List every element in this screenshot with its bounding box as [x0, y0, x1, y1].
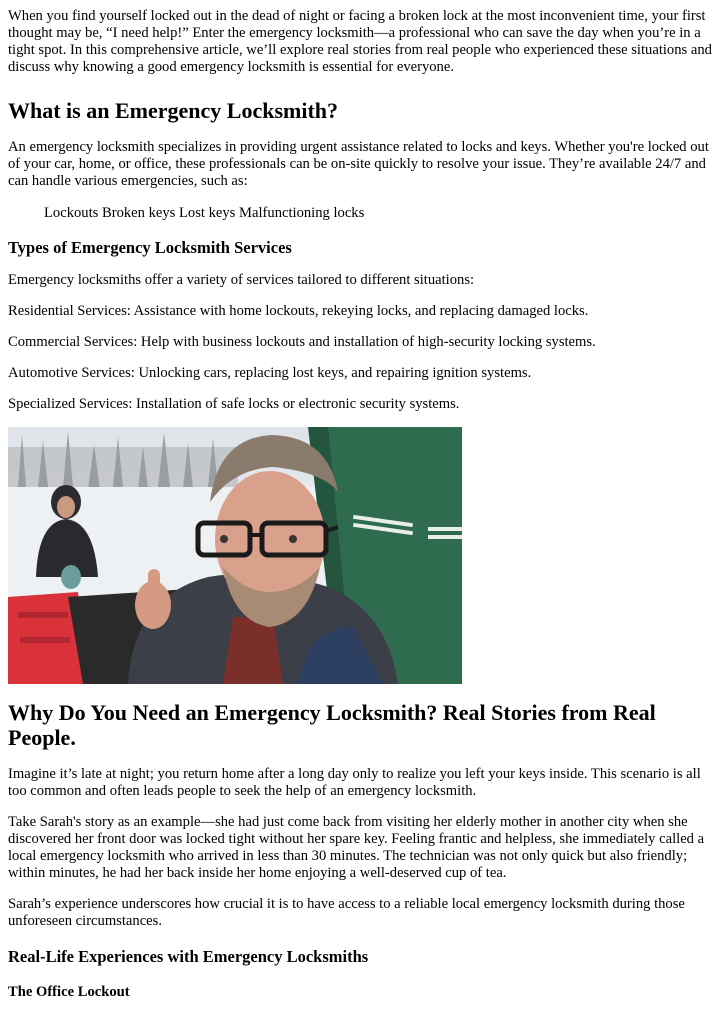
- locksmith-photo: [8, 427, 462, 684]
- why-paragraph-1: Imagine it’s late at night; you return home after a long day only to realize you left your keys inside. This scenario is all too common and often leads people to seek the help of an emergency locksmith.: [8, 766, 701, 799]
- service-commercial: Commercial Services: Help with business lockouts and installation of high-security locking systems.: [8, 334, 596, 350]
- intro-paragraph: When you find yourself locked out in the dead of night or facing a broken lock at the most inconvenient time, your first thought may be, “I need help!” Enter the emergency locksmith—a professional who can save the day when you’re in a tight spot. In this comprehensive article, we’ll explore real stories from real people who experienced these situations and discuss why knowing a good emergency locksmith is essential for everyone.: [8, 8, 712, 75]
- locksmith-photo-illustration: [8, 427, 462, 684]
- why-paragraph-2: Take Sarah's story as an example—she had just come back from visiting her elderly mother in another city when she discovered her front door was locked tight without her spare key. Feeling frantic and helpless, she immediately called a local emergency locksmith who arrived in less than 30 minutes. The technician was not only quick but also friendly; within minutes, he had her back inside her home enjoying a well-deserved cup of tea.: [8, 814, 705, 881]
- list-item: Lockouts: [44, 205, 99, 221]
- service-automotive: Automotive Services: Unlocking cars, replacing lost keys, and repairing ignition systems.: [8, 365, 532, 381]
- emergency-list: [8, 205, 712, 222]
- heading-what-is: What is an Emergency Locksmith?: [8, 98, 338, 123]
- list-item: Lost keys: [179, 205, 236, 221]
- subheading-office-lockout: The Office Lockout: [8, 984, 130, 1000]
- why-paragraph-3: Sarah’s experience underscores how crucial it is to have access to a reliable local emergency locksmith during those unforeseen circumstances.: [8, 896, 685, 929]
- heading-why-need: Why Do You Need an Emergency Locksmith? Real Stories from Real People.: [8, 700, 656, 750]
- types-lead-paragraph: Emergency locksmiths offer a variety of services tailored to different situations:: [8, 272, 475, 288]
- list-item: Broken keys: [101, 205, 176, 221]
- service-specialized: Specialized Services: Installation of safe locks or electronic security systems.: [8, 396, 460, 412]
- list-item: Malfunctioning locks: [239, 205, 365, 221]
- heading-real-life: Real-Life Experiences with Emergency Locksmiths: [8, 947, 369, 966]
- service-residential: Residential Services: Assistance with home lockouts, rekeying locks, and replacing damaged locks.: [8, 303, 589, 319]
- what-is-paragraph: An emergency locksmith specializes in providing urgent assistance related to locks and keys. Whether you're locked out of your car, home, or office, these professionals can be on-site quickly to resolve your issue. They’re available 24/7 and can handle various emergencies, such as:: [8, 139, 709, 189]
- heading-types: Types of Emergency Locksmith Services: [8, 238, 292, 257]
